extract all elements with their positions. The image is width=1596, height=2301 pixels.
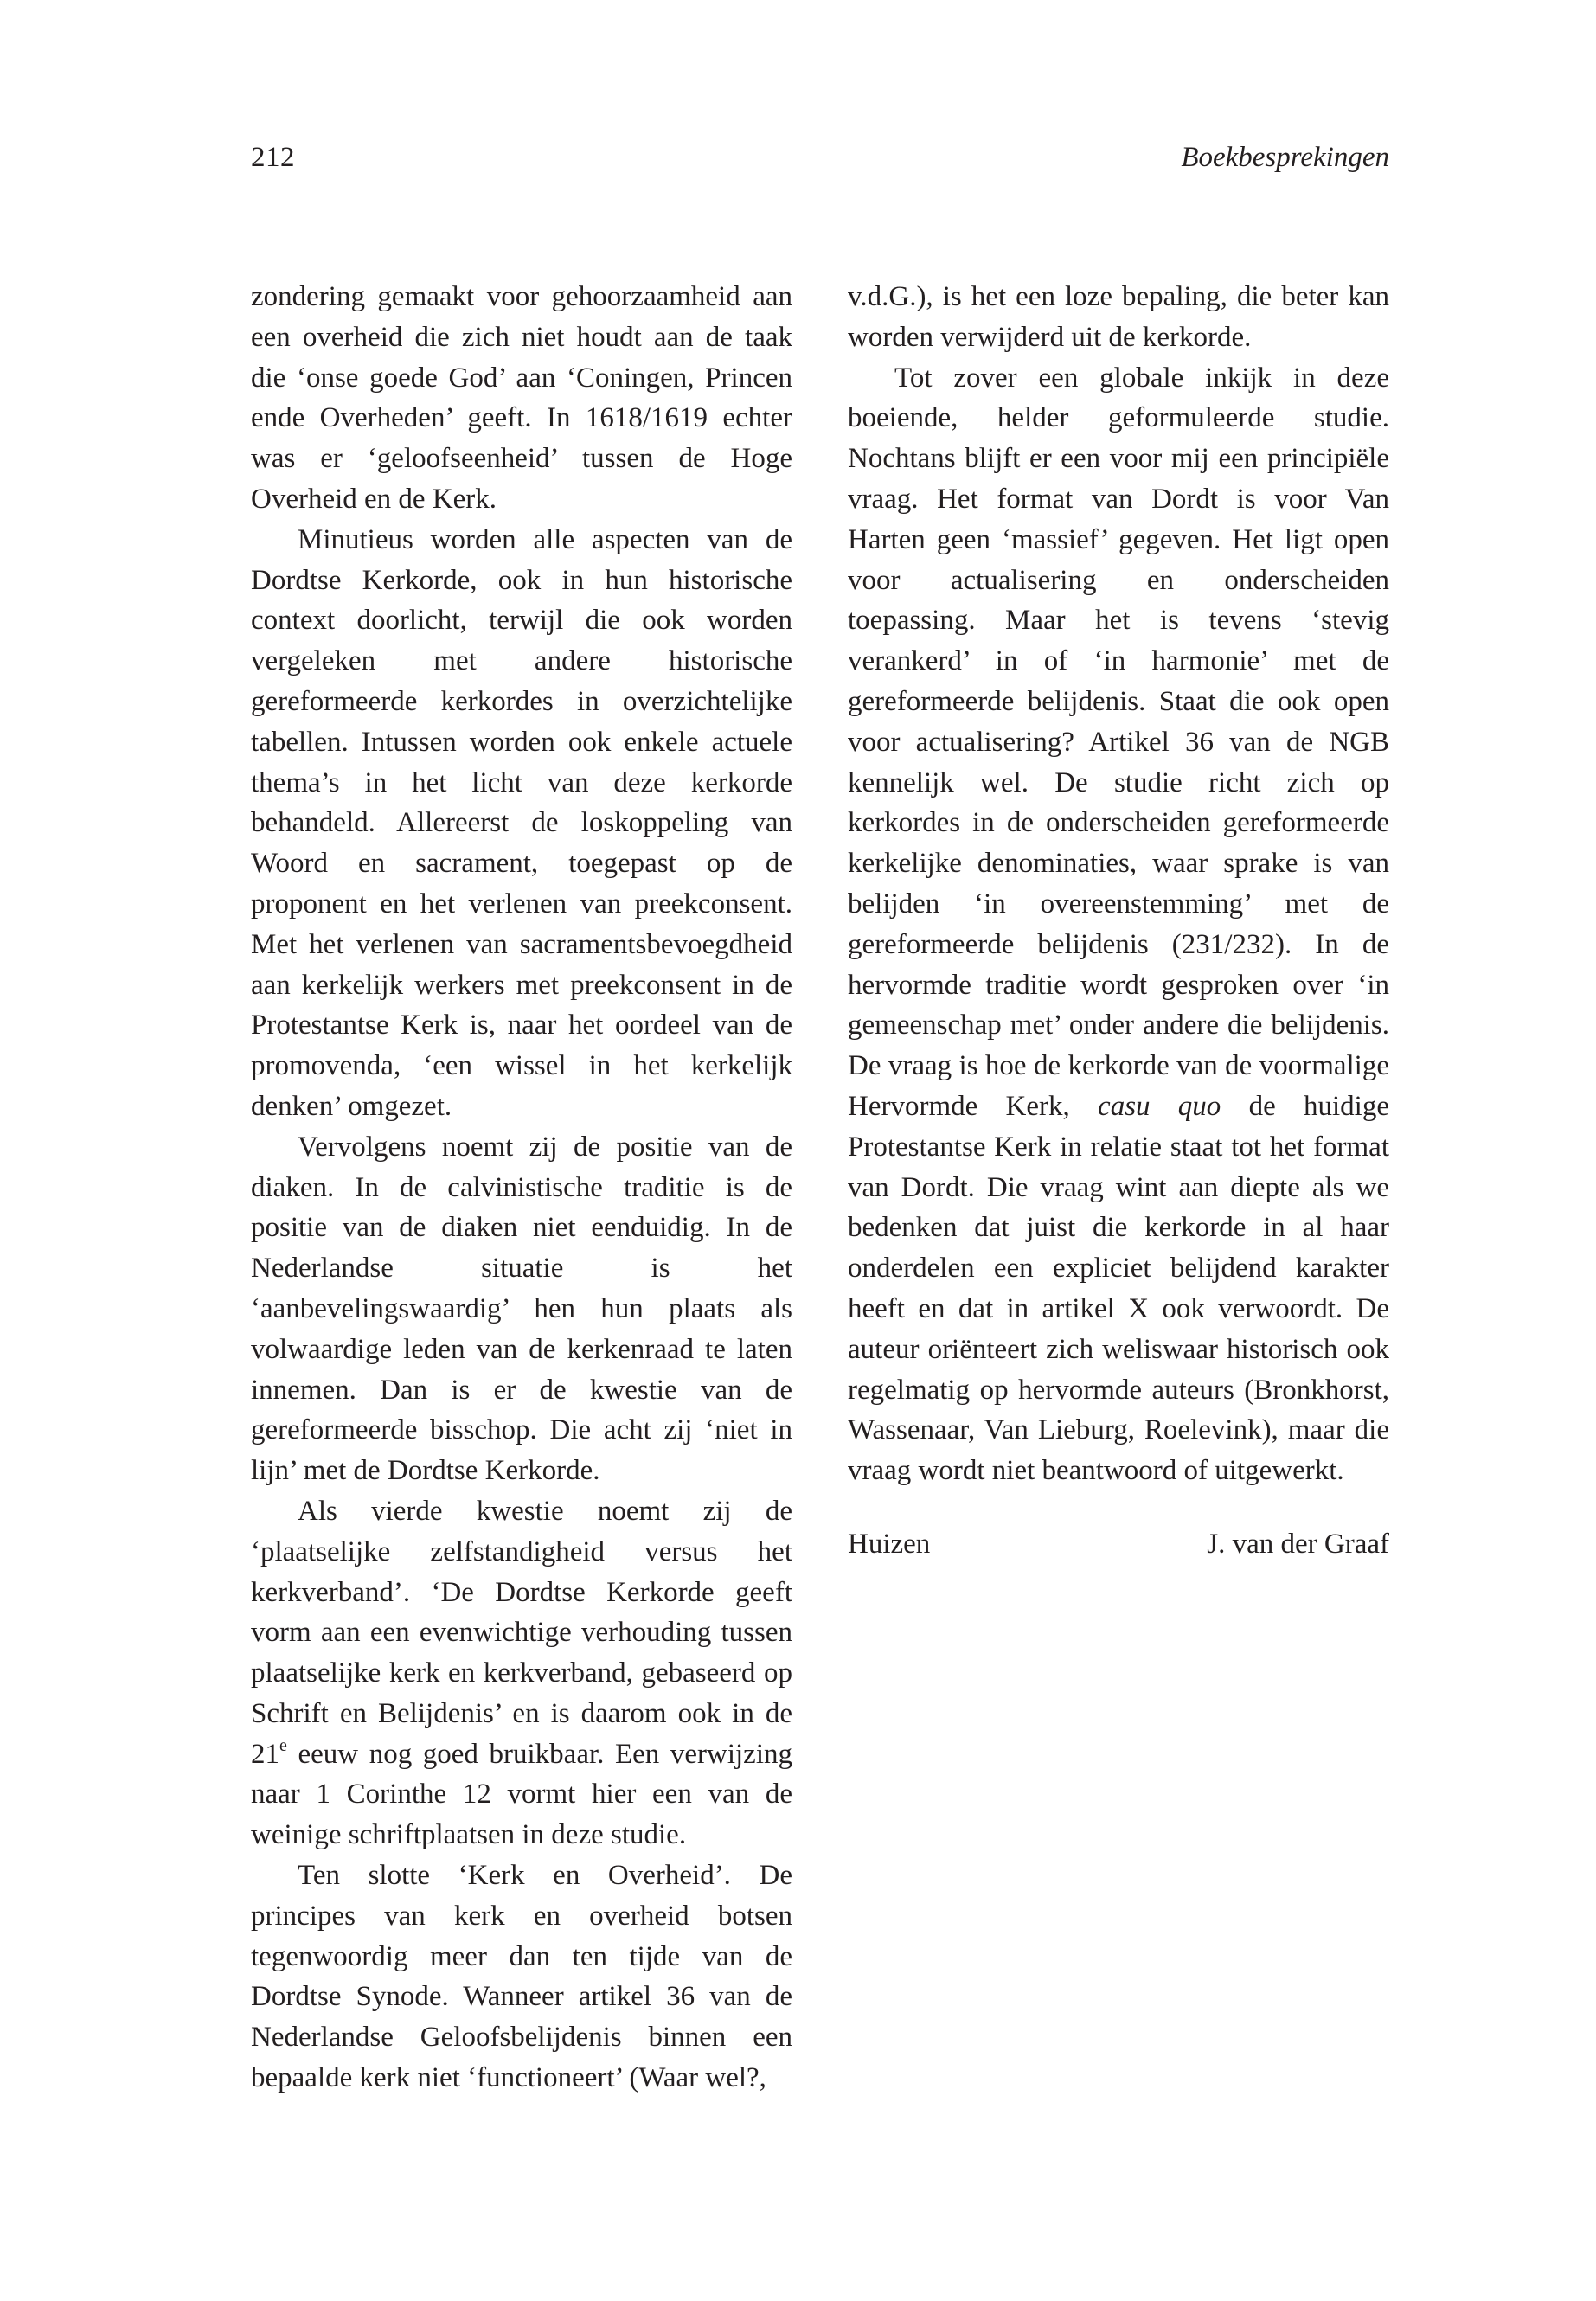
paragraph-continuation-right: v.d.G.), is het een loze bepaling, die beter kan worden verwijderd uit de kerkorde. [848, 281, 1389, 353]
paragraph-local-independence [251, 1491, 792, 1856]
paragraph-evaluation-part1: Tot zover een globale inkijk in deze boeiende, helder geformuleerde studie. Nochtans blijft er een voor mij een principiële vraag. Het format van Dordt is voor Van Harten geen ‘massief’ gegeven. Het ligt open voor actualisering en onderscheiden toepassing. Maar het is tevens ‘stevig verankerd’ in of ‘in harmonie’ met de gereformeerde belijdenis. Staat die ook open voor actualisering? Artikel 36 van de NGB kennelijk wel. De studie richt zich op kerkordes in de onderscheiden gereformeerde kerkelijke denominaties, waar sprake is van belijden ‘in overeenstemming’ met de gereformeerde belijdenis (231/232). In de hervormde traditie wordt gesproken over ‘in gemeenschap met’ onder andere die belijdenis. De vraag is hoe de kerkorde van de voormalige Hervormde Kerk, [848, 362, 1389, 1122]
page-number: 212 [251, 142, 295, 173]
paragraph-aspects: Minutieus worden alle aspecten van de Dordtse Kerkorde, ook in hun historische context doorlicht, terwijl die ook worden vergeleken met andere historische gereformeerde kerkordes in overzichtelijke tabellen. Intussen worden ook enkele actuele thema’s in het licht van deze kerkorde behandeld. Allereerst de loskoppeling van Woord en sacrament, toegepast op de proponent en het verlenen van preekconsent. Met het verlenen van sacramentsbevoegdheid aan kerkelijk werkers met preekconsent in de Protestantse Kerk is, naar het oordeel van de promovenda, ‘een wissel in het kerkelijk denken’ omgezet. [251, 523, 792, 1122]
reviewer-name: J. van der Graaf [1207, 1528, 1389, 1560]
ordinal-superscript: e [279, 1735, 287, 1755]
paragraph-continuation: zondering gemaakt voor gehoorzaamheid aan een overheid die zich niet houdt aan de taak die ‘onse goede God’ aan ‘Coningen, Princen ende Overheden’ geeft. In 1618/1619 echter was er ‘geloofseenheid’ tussen de Hoge Overheid en de Kerk. [251, 281, 792, 515]
paragraph-church-state: Ten slotte ‘Kerk en Overheid’. De principes van kerk en overheid botsen tegenwoordig meer dan ten tijde van de Dordtse Synode. Wanneer artikel 36 van de Nederlandse Geloofsbelijdenis binnen een bepaalde kerk niet ‘functioneert’ (Waar wel?, [251, 1860, 792, 2094]
paragraph-local-independence-part2: eeuw nog goed bruikbaar. Een verwijzing naar 1 Corinthe 12 vormt hier een van de weinige schriftplaatsen in deze studie. [251, 1738, 792, 1851]
paragraph-evaluation [848, 358, 1389, 1491]
paragraph-evaluation-part2: de huidige Protestantse Kerk in relatie staat tot het format van Dordt. Die vraag wint aan diepte als we bedenken dat juist die kerkorde in al haar onderdelen een expliciet belijdend karakter heeft en dat in artikel X ook verwoordt. De auteur oriënteert zich weliswaar historisch ook regelmatig op hervormde auteurs (Bronkhorst, Wassenaar, Van Lieburg, Roelevink), maar die vraag wordt niet beantwoord of uitgewerkt. [848, 1090, 1389, 1487]
running-head [0, 142, 1596, 185]
left-column [251, 277, 792, 2099]
latin-phrase: casu quo [1098, 1090, 1221, 1122]
paragraph-deacon: Vervolgens noemt zij de positie van de diaken. In de calvinistische traditie is de positie van de diaken niet eenduidig. In de Nederlandse situatie is het ‘aanbevelingswaardig’ hen hun plaats als volwaardige leden van de kerkenraad te laten innemen. Dan is er de kwestie van de gereformeerde bisschop. Die acht zij ‘niet in lijn’ met de Dordtse Kerkorde. [251, 1131, 792, 1487]
section-title: Boekbesprekingen [1181, 142, 1389, 173]
paragraph-local-independence-part1: Als vierde kwestie noemt zij de ‘plaatselijke zelfstandigheid versus het kerkverband’. ‘De Dordtse Kerkorde geeft vorm aan een evenwichtige verhouding tussen plaatselijke kerk en kerkverband, gebaseerd op Schrift en Belijdenis’ en is daarom ook in de 21 [251, 1495, 792, 1770]
signoff [848, 1524, 1389, 1565]
reviewer-place: Huizen [848, 1528, 931, 1560]
right-column [848, 277, 1389, 1565]
